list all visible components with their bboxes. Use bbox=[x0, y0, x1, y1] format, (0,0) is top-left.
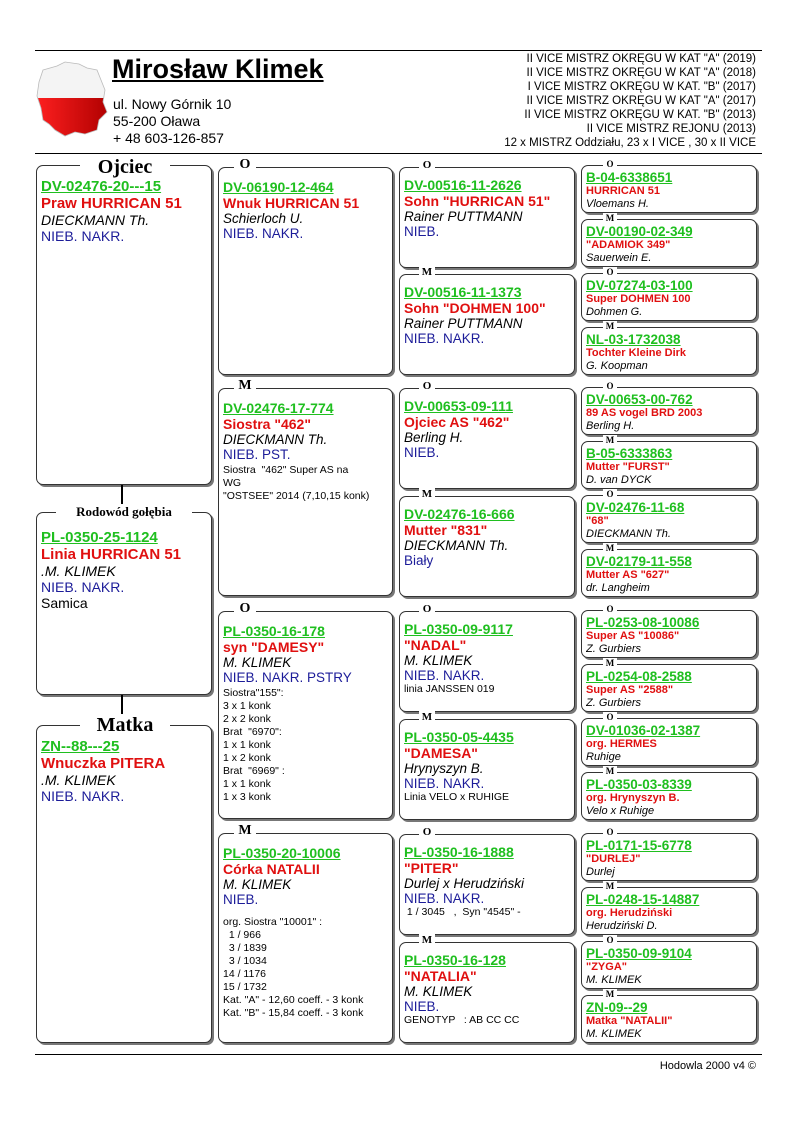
pigeon-name: Mutter "831" bbox=[404, 522, 488, 538]
title-line: II VICE MISTRZ OKRĘGU W KAT "A" (2019) bbox=[526, 53, 756, 65]
breeder: Dohmen G. bbox=[586, 306, 643, 318]
sire-label: O bbox=[234, 601, 256, 617]
pigeon-name: "ZYGA" bbox=[586, 961, 627, 973]
subject-card bbox=[36, 512, 212, 695]
header-top-rule bbox=[35, 50, 762, 51]
gen3-card bbox=[399, 274, 575, 375]
ring-number: DV-07274-03-100 bbox=[586, 278, 693, 293]
ring-number: DV-02476-16-666 bbox=[404, 506, 515, 522]
breeder: Z. Gurbiers bbox=[586, 697, 642, 709]
dam-label: M bbox=[234, 378, 256, 394]
gen2-card-mm bbox=[218, 833, 393, 1043]
gen4-card bbox=[581, 610, 757, 658]
dam-label: M bbox=[419, 266, 435, 279]
ring-number: B-04-6338651 bbox=[586, 170, 673, 185]
notes: Siostra "462" Super AS na WG "OSTSEE" 2014 (7,10,15 konk) bbox=[223, 464, 370, 502]
title-line: II VICE MISTRZ OKRĘGU W KAT. "B" (2013) bbox=[524, 109, 756, 121]
title-line: I VICE MISTRZ OKRĘGU W KAT. "B" (2017) bbox=[527, 81, 756, 93]
gen4-card bbox=[581, 995, 757, 1043]
gen4-card bbox=[581, 772, 757, 820]
breeder: Hrynyszyn B. bbox=[404, 761, 484, 776]
breeder: Ruhige bbox=[586, 751, 621, 763]
color: NIEB. PST. bbox=[223, 447, 291, 462]
header-bottom-rule bbox=[35, 153, 762, 154]
pigeon-name: "PITER" bbox=[404, 860, 459, 876]
sire-label: O bbox=[419, 826, 435, 839]
ring-number: DV-00516-11-2626 bbox=[404, 177, 522, 193]
owner-address-street: ul. Nowy Górnik 10 bbox=[113, 96, 232, 112]
breeder: M. KLIMEK bbox=[223, 877, 292, 892]
gen4-card bbox=[581, 887, 757, 935]
mother-ring-number: ZN--88---25 bbox=[41, 738, 120, 755]
ring-number: PL-0350-03-8339 bbox=[586, 777, 692, 792]
pigeon-name: "DURLEJ" bbox=[586, 853, 641, 865]
pigeon-name: Super AS "10086" bbox=[586, 630, 680, 642]
pigeon-name: Siostra "462" bbox=[223, 416, 311, 432]
father-label: Ojciec bbox=[80, 156, 170, 178]
pigeon-name: Tochter Kleine Dirk bbox=[586, 347, 687, 359]
dam-label: M bbox=[603, 881, 617, 891]
pigeon-name: "NADAL" bbox=[404, 637, 467, 653]
mother-color: NIEB. NAKR. bbox=[41, 788, 125, 804]
sire-label: O bbox=[603, 381, 617, 391]
gen4-card bbox=[581, 664, 757, 712]
breeder: M. KLIMEK bbox=[223, 655, 292, 670]
breeder: M. KLIMEK bbox=[404, 653, 473, 668]
ring-number: PL-0350-16-178 bbox=[223, 623, 325, 639]
footer-rule bbox=[35, 1054, 762, 1055]
ring-number: PL-0350-05-4435 bbox=[404, 729, 514, 745]
breeder: Vloemans H. bbox=[586, 198, 649, 210]
gen3-card bbox=[399, 388, 575, 489]
sire-label: O bbox=[234, 157, 256, 173]
title-line: II VICE MISTRZ OKRĘGU W KAT "A" (2017) bbox=[526, 95, 756, 107]
pigeon-name: 89 AS vogel BRD 2003 bbox=[586, 407, 703, 419]
father-card bbox=[36, 165, 212, 485]
pigeon-name: org. Hrynyszyn B. bbox=[586, 792, 680, 804]
sire-label: O bbox=[603, 489, 617, 499]
breeder: Berling H. bbox=[404, 430, 464, 445]
mother-name: Wnuczka PITERA bbox=[41, 755, 166, 772]
color: NIEB. NAKR. bbox=[223, 226, 304, 241]
pedigree-label: Rodowód gołębia bbox=[56, 504, 192, 520]
ring-number: DV-01036-02-1387 bbox=[586, 723, 701, 738]
subject-color: NIEB. NAKR. bbox=[41, 579, 125, 595]
pigeon-name: Sohn "DOHMEN 100" bbox=[404, 300, 546, 316]
breeder: Schierloch U. bbox=[223, 211, 304, 226]
ring-number: PL-0253-08-10086 bbox=[586, 615, 700, 630]
color: NIEB. NAKR. bbox=[404, 331, 485, 346]
notes: linia JANSSEN 019 bbox=[404, 683, 495, 695]
breeder: M. KLIMEK bbox=[404, 984, 473, 999]
pigeon-name: Super DOHMEN 100 bbox=[586, 293, 691, 305]
gen4-card bbox=[581, 387, 757, 435]
breeder: Durlej bbox=[586, 866, 615, 878]
ring-number: PL-0350-16-128 bbox=[404, 952, 506, 968]
pigeon-name: syn "DAMESY" bbox=[223, 639, 325, 655]
breeder: Herudziński D. bbox=[586, 920, 658, 932]
gen4-card bbox=[581, 495, 757, 543]
notes: Linia VELO x RUHIGE bbox=[404, 791, 510, 803]
title-line: II VICE MISTRZ OKRĘGU W KAT "A" (2018) bbox=[526, 67, 756, 79]
mother-breeder: .M. KLIMEK bbox=[41, 772, 116, 788]
breeder: Rainer PUTTMANN bbox=[404, 209, 523, 224]
gen4-card bbox=[581, 273, 757, 321]
title-line: II VICE MISTRZ REJONU (2013) bbox=[586, 123, 756, 135]
pigeon-name: Matka "NATALII" bbox=[586, 1015, 673, 1027]
mother-card bbox=[36, 725, 212, 1043]
dam-label: M bbox=[419, 711, 435, 724]
pigeon-name: Ojciec AS "462" bbox=[404, 414, 510, 430]
sire-label: O bbox=[603, 935, 617, 945]
pigeon-name: "DAMESA" bbox=[404, 745, 478, 761]
breeder: M. KLIMEK bbox=[586, 1028, 642, 1040]
dam-label: M bbox=[603, 543, 617, 553]
connector-line bbox=[121, 485, 123, 505]
father-name: Praw HURRICAN 51 bbox=[41, 195, 182, 212]
father-color: NIEB. NAKR. bbox=[41, 228, 125, 244]
gen4-card bbox=[581, 941, 757, 989]
owner-name: Mirosław Klimek bbox=[112, 54, 324, 84]
ring-number: DV-00653-00-762 bbox=[586, 392, 693, 407]
dam-label: M bbox=[603, 658, 617, 668]
pigeon-name: "NATALIA" bbox=[404, 968, 477, 984]
footer-credit: Hodowla 2000 v4 © bbox=[659, 1060, 756, 1072]
mother-label: Matka bbox=[80, 714, 170, 736]
dam-label: M bbox=[234, 823, 256, 839]
dam-label: M bbox=[419, 934, 435, 947]
dam-label: M bbox=[603, 435, 617, 445]
breeder: D. van DYCK bbox=[586, 474, 652, 486]
color: NIEB. NAKR. PSTRY bbox=[223, 670, 352, 685]
ring-number: DV-00190-02-349 bbox=[586, 224, 693, 239]
father-breeder: DIECKMANN Th. bbox=[41, 212, 150, 228]
ring-number: B-05-6333863 bbox=[586, 446, 673, 461]
notes: 1 / 3045 , Syn "4545" - bbox=[404, 906, 521, 918]
sire-label: O bbox=[419, 603, 435, 616]
breeder: G. Koopman bbox=[586, 360, 648, 372]
owner-phone: + 48 603-126-857 bbox=[113, 130, 224, 146]
notes: Siostra"155": 3 x 1 konk 2 x 2 konk Brat "6970": 1 x 1 konk 1 x 2 konk Brat "6969" : 1 x 1 konk 1 x 3 konk bbox=[223, 687, 285, 803]
pigeon-name: org. Herudziński bbox=[586, 907, 673, 919]
ring-number: PL-0171-15-6778 bbox=[586, 838, 692, 853]
pigeon-name: "ADAMIOK 349" bbox=[586, 239, 671, 251]
sire-label: O bbox=[603, 827, 617, 837]
breeder: DIECKMANN Th. bbox=[404, 538, 509, 553]
subject-ring-number: PL-0350-25-1124 bbox=[41, 529, 158, 546]
ring-number: DV-02179-11-558 bbox=[586, 554, 692, 569]
breeder: Berling H. bbox=[586, 420, 635, 432]
color: NIEB. NAKR. bbox=[404, 776, 485, 791]
father-ring-number: DV-02476-20---15 bbox=[41, 178, 162, 195]
sire-label: O bbox=[603, 159, 617, 169]
breeder: dr. Langheim bbox=[586, 582, 650, 594]
gen4-card bbox=[581, 833, 757, 881]
ring-number: PL-0350-16-1888 bbox=[404, 844, 514, 860]
gen2-card-fm bbox=[218, 388, 393, 596]
gen3-card bbox=[399, 719, 575, 820]
pigeon-name: "68" bbox=[586, 515, 609, 527]
notes: GENOTYP : AB CC CC bbox=[404, 1014, 520, 1026]
gen3-card bbox=[399, 942, 575, 1043]
color: NIEB. bbox=[223, 892, 259, 907]
breeder: DIECKMANN Th. bbox=[223, 432, 328, 447]
pigeon-name: Mutter "FURST" bbox=[586, 461, 670, 473]
sire-label: O bbox=[603, 604, 617, 614]
ring-number: PL-0350-09-9117 bbox=[404, 621, 513, 637]
notes: org. Siostra "10001" : 1 / 966 3 / 1839 3 / 1034 14 / 1176 15 / 1732 Kat. "A" - 12,60 coeff. - 3 konk Kat. "B" - 15,84 coeff. - 3 konk bbox=[223, 916, 364, 1019]
pigeon-name: Wnuk HURRICAN 51 bbox=[223, 195, 360, 211]
pigeon-name: org. HERMES bbox=[586, 738, 657, 750]
gen2-card-ff bbox=[218, 167, 393, 375]
ring-number: NL-03-1732038 bbox=[586, 332, 681, 347]
ring-number: ZN-09--29 bbox=[586, 1000, 648, 1015]
title-line: 12 x MISTRZ Oddziału, 23 x I VICE , 30 x II VICE bbox=[504, 137, 756, 149]
ring-number: DV-06190-12-464 bbox=[223, 179, 334, 195]
sire-label: O bbox=[603, 267, 617, 277]
pigeon-name: Sohn "HURRICAN 51" bbox=[404, 193, 551, 209]
dam-label: M bbox=[603, 989, 617, 999]
sire-label: O bbox=[419, 380, 435, 393]
ring-number: DV-00653-09-111 bbox=[404, 398, 513, 414]
gen3-card bbox=[399, 167, 575, 268]
color: NIEB. NAKR. bbox=[404, 668, 485, 683]
gen3-card bbox=[399, 611, 575, 712]
gen4-card bbox=[581, 327, 757, 375]
gen4-card bbox=[581, 219, 757, 267]
pigeon-name: HURRICAN 51 bbox=[586, 185, 660, 197]
ring-number: DV-02476-11-68 bbox=[586, 500, 685, 515]
subject-sex: Samica bbox=[41, 595, 88, 611]
pigeon-name: Mutter AS "627" bbox=[586, 569, 670, 581]
breeder: Sauerwein E. bbox=[586, 252, 652, 264]
dam-label: M bbox=[603, 766, 617, 776]
breeder: Durlej x Herudziński bbox=[404, 876, 525, 891]
gen4-card bbox=[581, 549, 757, 597]
subject-breeder: .M. KLIMEK bbox=[41, 563, 116, 579]
owner-address-city: 55-200 Oława bbox=[113, 113, 201, 129]
gen4-card bbox=[581, 441, 757, 489]
color: NIEB. bbox=[404, 445, 440, 460]
ring-number: PL-0350-09-9104 bbox=[586, 946, 692, 961]
sire-label: O bbox=[419, 159, 435, 172]
dam-label: M bbox=[603, 213, 617, 223]
ring-number: PL-0254-08-2588 bbox=[586, 669, 692, 684]
color: NIEB. bbox=[404, 224, 440, 239]
poland-map-flag-logo bbox=[35, 60, 109, 140]
breeder: M. KLIMEK bbox=[586, 974, 642, 986]
pigeon-name: Super AS "2588" bbox=[586, 684, 674, 696]
dam-label: M bbox=[419, 488, 435, 501]
gen4-card bbox=[581, 165, 757, 213]
color: NIEB. bbox=[404, 999, 440, 1014]
pigeon-name: Córka NATALII bbox=[223, 861, 320, 877]
color: Biały bbox=[404, 553, 434, 568]
gen2-card-mf bbox=[218, 611, 393, 819]
dam-label: M bbox=[603, 321, 617, 331]
breeder: Z. Gurbiers bbox=[586, 643, 642, 655]
gen4-card bbox=[581, 718, 757, 766]
color: NIEB. NAKR. bbox=[404, 891, 485, 906]
ring-number: PL-0350-20-10006 bbox=[223, 845, 341, 861]
sire-label: O bbox=[603, 712, 617, 722]
gen3-card bbox=[399, 496, 575, 597]
ring-number: PL-0248-15-14887 bbox=[586, 892, 700, 907]
breeder: DIECKMANN Th. bbox=[586, 528, 671, 540]
subject-name: Linia HURRICAN 51 bbox=[41, 546, 182, 563]
breeder: Velo x Ruhige bbox=[586, 805, 655, 817]
gen3-card bbox=[399, 834, 575, 935]
ring-number: DV-00516-11-1373 bbox=[404, 284, 522, 300]
ring-number: DV-02476-17-774 bbox=[223, 400, 334, 416]
breeder: Rainer PUTTMANN bbox=[404, 316, 523, 331]
